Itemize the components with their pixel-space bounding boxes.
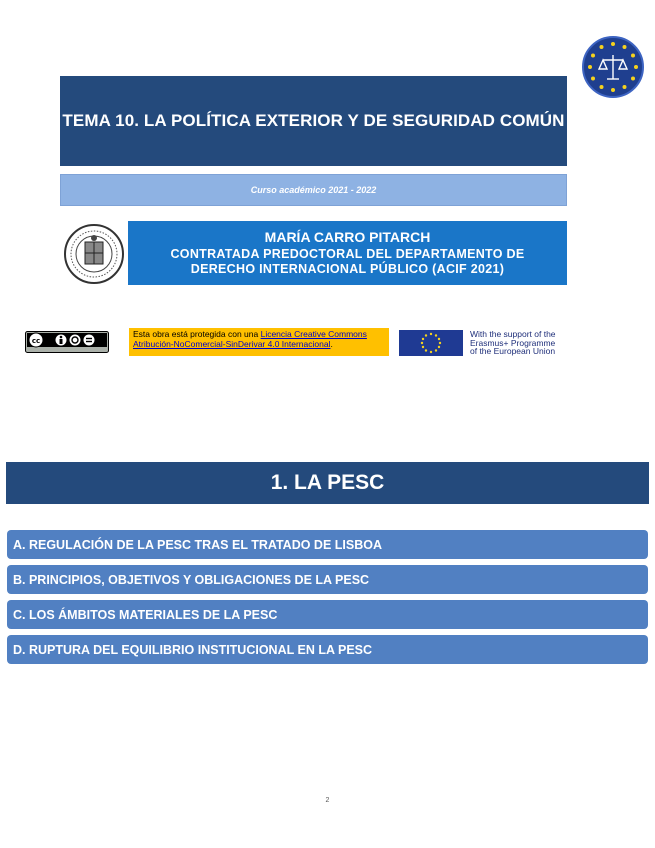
erasmus-line1: With the support of the xyxy=(470,329,556,339)
eu-justice-seal-logo xyxy=(582,36,644,98)
section-title: 1. LA PESC xyxy=(270,471,385,494)
course-banner xyxy=(60,174,567,206)
topic-label: B. PRINCIPIOS, OBJETIVOS Y OBLIGACIONES DE LA PESC xyxy=(13,572,370,587)
author-role-line1: CONTRATADA PREDOCTORAL DEL DEPARTAMENTO DE xyxy=(170,246,525,261)
course-year: Curso académico 2021 - 2022 xyxy=(250,185,377,195)
author-role-line2: DERECHO INTERNACIONAL PÚBLICO (ACIF 2021) xyxy=(190,261,505,276)
university-seal-logo xyxy=(63,222,125,286)
slide-title-banner xyxy=(60,76,567,166)
license-prefix: Esta obra está protegida con una xyxy=(133,329,261,339)
author-banner xyxy=(128,221,567,285)
license-notice xyxy=(129,328,389,356)
topic-item-a[interactable] xyxy=(7,530,648,559)
license-link[interactable]: Licencia Creative Commons Atribución-NoComercial-SinDerivar 4.0 Internacional xyxy=(133,329,367,349)
svg-text:cc: cc xyxy=(31,337,41,345)
topic-item-c[interactable] xyxy=(7,600,648,629)
topic-label: D. RUPTURA DEL EQUILIBRIO INSTITUCIONAL EN LA PESC xyxy=(13,642,373,657)
page-number: 2 xyxy=(325,797,330,804)
topic-label: C. LOS ÁMBITOS MATERIALES DE LA PESC xyxy=(13,607,278,622)
section-header xyxy=(6,462,649,504)
eu-flag-icon xyxy=(399,330,463,356)
topic-item-d[interactable] xyxy=(7,635,648,664)
creative-commons-badge-icon[interactable] xyxy=(25,331,109,353)
erasmus-line2: Erasmus+ Programme xyxy=(470,337,556,348)
erasmus-support-text xyxy=(470,330,620,356)
topic-item-b[interactable] xyxy=(7,565,648,594)
slide-title: TEMA 10. LA POLÍTICA EXTERIOR Y DE SEGURIDAD COMÚN xyxy=(62,111,565,130)
erasmus-line3: of the European Union xyxy=(470,346,556,356)
license-suffix: . xyxy=(330,338,333,349)
author-name: MARÍA CARRO PITARCH xyxy=(264,228,431,245)
topic-label: A. REGULACIÓN DE LA PESC TRAS EL TRATADO DE LISBOA xyxy=(13,537,382,552)
